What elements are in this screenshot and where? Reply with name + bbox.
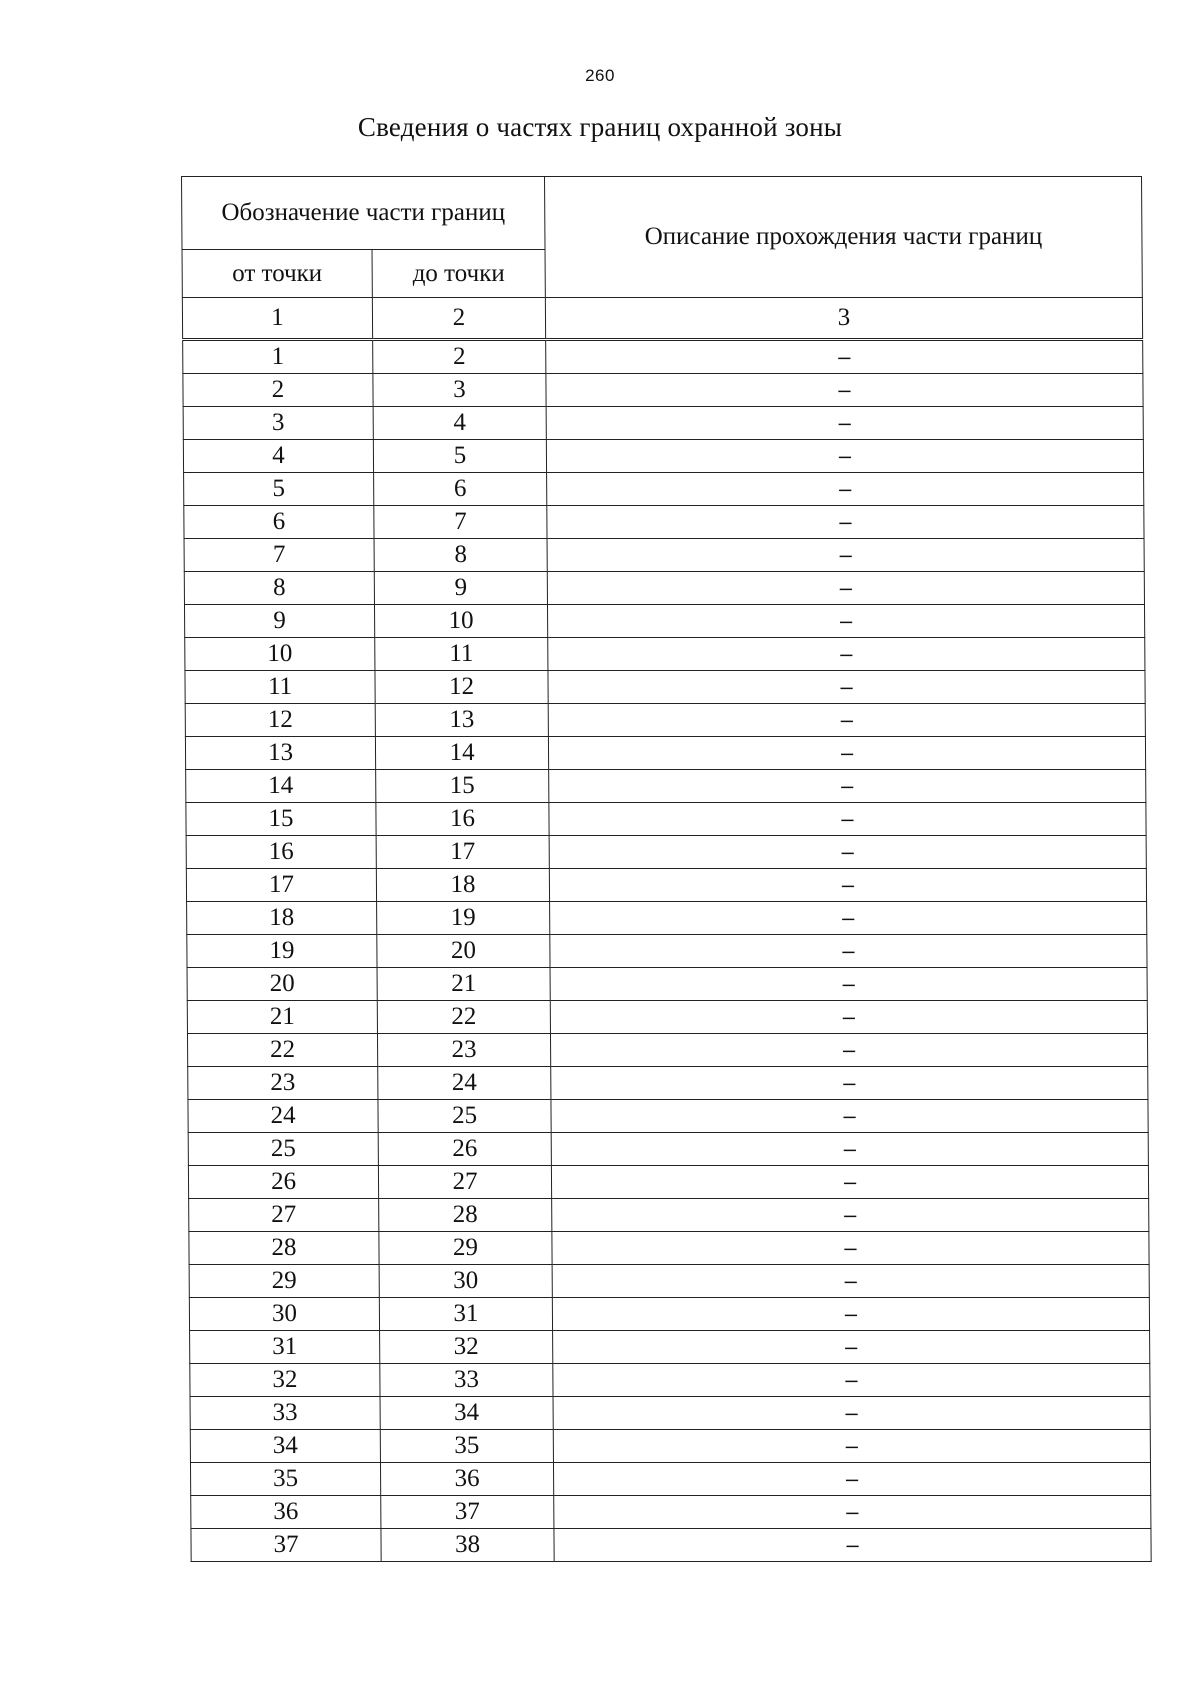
table-body — [182, 298, 1151, 1562]
cell-description: – — [547, 605, 1144, 638]
cell-from-point: 18 — [187, 902, 377, 935]
table-row — [190, 1364, 1150, 1397]
header-to-point: до точки — [372, 250, 545, 298]
cell-from-point: 26 — [188, 1166, 378, 1199]
table-row — [184, 572, 1144, 605]
table-row — [185, 671, 1145, 704]
cell-from-point: 5 — [184, 473, 374, 506]
table-row — [190, 1331, 1150, 1364]
cell-description: – — [547, 473, 1144, 506]
cell-description: – — [550, 935, 1147, 968]
table-row — [183, 340, 1143, 374]
table-row — [186, 803, 1146, 836]
cell-description: – — [553, 1331, 1150, 1364]
table-row — [184, 605, 1144, 638]
cell-description: – — [554, 1529, 1151, 1562]
cell-description: – — [548, 704, 1145, 737]
cell-to-point: 19 — [377, 902, 550, 935]
cell-description: – — [549, 836, 1146, 869]
table-row — [189, 1298, 1149, 1331]
cell-to-point: 14 — [375, 737, 548, 770]
column-number: 1 — [182, 298, 372, 340]
cell-description: – — [551, 1133, 1148, 1166]
cell-from-point: 35 — [190, 1463, 380, 1496]
cell-to-point: 16 — [376, 803, 549, 836]
cell-to-point: 6 — [374, 473, 547, 506]
cell-description: – — [546, 340, 1143, 374]
cell-from-point: 9 — [184, 605, 374, 638]
page-number: 260 — [585, 66, 615, 85]
cell-from-point: 8 — [184, 572, 374, 605]
cell-from-point: 34 — [190, 1430, 380, 1463]
table-row — [189, 1232, 1149, 1265]
table-row — [190, 1430, 1150, 1463]
cell-description: – — [552, 1265, 1149, 1298]
cell-to-point: 4 — [373, 407, 546, 440]
cell-from-point: 1 — [183, 340, 373, 374]
table-row — [187, 968, 1147, 1001]
cell-to-point: 37 — [381, 1496, 554, 1529]
cell-to-point: 7 — [374, 506, 547, 539]
cell-description: – — [548, 737, 1145, 770]
table-row — [186, 770, 1146, 803]
cell-to-point: 38 — [381, 1529, 554, 1562]
table-row — [183, 407, 1143, 440]
cell-from-point: 24 — [188, 1100, 378, 1133]
table-row — [191, 1496, 1151, 1529]
cell-description: – — [552, 1232, 1149, 1265]
cell-to-point: 32 — [380, 1331, 553, 1364]
cell-description: – — [552, 1298, 1149, 1331]
table-row — [188, 1100, 1148, 1133]
cell-from-point: 19 — [187, 935, 377, 968]
cell-to-point: 18 — [376, 869, 549, 902]
table-row — [184, 539, 1144, 572]
cell-to-point: 26 — [378, 1133, 551, 1166]
cell-description: – — [549, 803, 1146, 836]
cell-from-point: 29 — [189, 1265, 379, 1298]
cell-to-point: 2 — [373, 340, 546, 374]
cell-description: – — [551, 1067, 1148, 1100]
cell-description: – — [548, 638, 1145, 671]
header-boundary-part-designation: Обозначение части границ — [182, 177, 546, 250]
cell-from-point: 4 — [183, 440, 373, 473]
cell-to-point: 33 — [380, 1364, 553, 1397]
cell-from-point: 21 — [187, 1001, 377, 1034]
cell-description: – — [547, 539, 1144, 572]
cell-description: – — [546, 374, 1143, 407]
cell-to-point: 3 — [373, 374, 546, 407]
table-row — [188, 1067, 1148, 1100]
header-boundary-description: Описание прохождения части границ — [545, 177, 1143, 298]
cell-to-point: 34 — [380, 1397, 553, 1430]
cell-to-point: 31 — [379, 1298, 552, 1331]
cell-description: – — [550, 968, 1147, 1001]
cell-from-point: 33 — [190, 1397, 380, 1430]
cell-to-point: 35 — [380, 1430, 553, 1463]
cell-description: – — [551, 1166, 1148, 1199]
table-row — [189, 1199, 1149, 1232]
cell-from-point: 31 — [190, 1331, 380, 1364]
cell-description: – — [553, 1463, 1150, 1496]
cell-to-point: 24 — [378, 1067, 551, 1100]
table-row — [185, 737, 1145, 770]
cell-from-point: 11 — [185, 671, 375, 704]
cell-to-point: 25 — [378, 1100, 551, 1133]
cell-to-point: 29 — [379, 1232, 552, 1265]
table-row — [185, 638, 1145, 671]
boundary-parts-table — [181, 176, 1152, 1562]
cell-from-point: 27 — [189, 1199, 379, 1232]
cell-from-point: 15 — [186, 803, 376, 836]
cell-to-point: 17 — [376, 836, 549, 869]
cell-to-point: 23 — [377, 1034, 550, 1067]
cell-from-point: 30 — [189, 1298, 379, 1331]
table-row — [183, 440, 1143, 473]
cell-to-point: 15 — [376, 770, 549, 803]
table-row — [186, 869, 1146, 902]
column-number: 2 — [372, 298, 545, 340]
cell-from-point: 3 — [183, 407, 373, 440]
cell-from-point: 14 — [186, 770, 376, 803]
cell-description: – — [550, 902, 1147, 935]
table-row — [184, 473, 1144, 506]
cell-from-point: 23 — [188, 1067, 378, 1100]
cell-description: – — [546, 440, 1143, 473]
cell-description: – — [547, 572, 1144, 605]
table-header — [182, 177, 1143, 298]
cell-from-point: 12 — [185, 704, 375, 737]
cell-from-point: 22 — [187, 1034, 377, 1067]
table-row — [191, 1529, 1151, 1562]
cell-from-point: 25 — [188, 1133, 378, 1166]
cell-description: – — [549, 869, 1146, 902]
cell-to-point: 30 — [379, 1265, 552, 1298]
cell-description: – — [548, 671, 1145, 704]
cell-from-point: 32 — [190, 1364, 380, 1397]
cell-description: – — [546, 407, 1143, 440]
table-row — [189, 1265, 1149, 1298]
cell-to-point: 36 — [380, 1463, 553, 1496]
cell-description: – — [551, 1100, 1148, 1133]
cell-description: – — [553, 1397, 1150, 1430]
cell-from-point: 20 — [187, 968, 377, 1001]
cell-description: – — [547, 506, 1144, 539]
cell-to-point: 5 — [373, 440, 546, 473]
column-number-row — [182, 298, 1142, 340]
cell-to-point: 27 — [378, 1166, 551, 1199]
cell-description: – — [552, 1199, 1149, 1232]
table-row — [190, 1397, 1150, 1430]
cell-from-point: 7 — [184, 539, 374, 572]
cell-description: – — [553, 1430, 1150, 1463]
column-number: 3 — [545, 298, 1142, 340]
table-row — [190, 1463, 1150, 1496]
table-row — [183, 374, 1143, 407]
cell-to-point: 8 — [374, 539, 547, 572]
cell-to-point: 12 — [375, 671, 548, 704]
table-row — [187, 935, 1147, 968]
cell-from-point: 2 — [183, 374, 373, 407]
cell-from-point: 36 — [191, 1496, 381, 1529]
table-row — [187, 1001, 1147, 1034]
page-title: Сведения о частях границ охранной зоны — [357, 112, 843, 142]
cell-to-point: 9 — [374, 572, 547, 605]
cell-to-point: 20 — [377, 935, 550, 968]
cell-description: – — [550, 1034, 1147, 1067]
table-row — [186, 836, 1146, 869]
cell-from-point: 10 — [185, 638, 375, 671]
cell-from-point: 6 — [184, 506, 374, 539]
cell-description: – — [549, 770, 1146, 803]
table-row — [188, 1166, 1148, 1199]
cell-to-point: 22 — [377, 1001, 550, 1034]
cell-description: – — [550, 1001, 1147, 1034]
cell-to-point: 11 — [375, 638, 548, 671]
table-row — [188, 1133, 1148, 1166]
table-row — [185, 704, 1145, 737]
cell-from-point: 16 — [186, 836, 376, 869]
cell-description: – — [553, 1364, 1150, 1397]
cell-to-point: 21 — [377, 968, 550, 1001]
cell-from-point: 37 — [191, 1529, 381, 1562]
cell-to-point: 10 — [374, 605, 547, 638]
cell-to-point: 28 — [379, 1199, 552, 1232]
cell-from-point: 17 — [186, 869, 376, 902]
cell-to-point: 13 — [375, 704, 548, 737]
cell-from-point: 28 — [189, 1232, 379, 1265]
table-row — [187, 1034, 1147, 1067]
table-row — [187, 902, 1147, 935]
header-from-point: от точки — [182, 250, 372, 298]
table-row — [184, 506, 1144, 539]
cell-description: – — [554, 1496, 1151, 1529]
cell-from-point: 13 — [185, 737, 375, 770]
